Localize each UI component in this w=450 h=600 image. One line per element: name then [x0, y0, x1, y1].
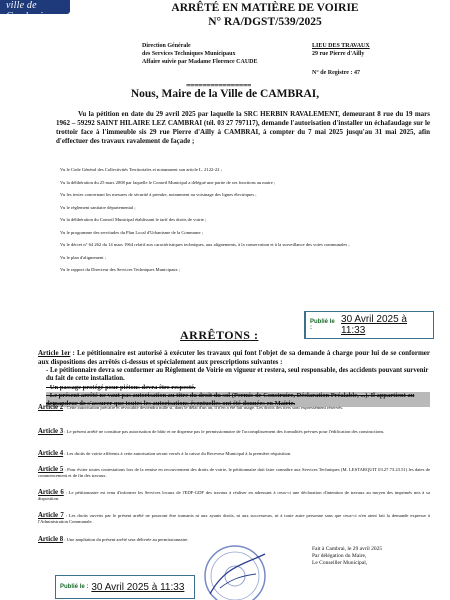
location-title: LIEU DES TRAVAUX	[312, 43, 370, 49]
article-label: Article 4	[38, 450, 64, 457]
direction-line: Direction Générale	[142, 43, 191, 49]
article-5	[38, 467, 430, 479]
signature-role: Le Conseiller Municipal,	[312, 560, 368, 566]
vu-item: Vu la délibération du Conseil Municipal établissant le tarif des droits de voirie ;	[60, 217, 207, 222]
article-6	[38, 490, 430, 502]
article-text: : Cette autorisation précaire et révocable deviendra nulle si, dans le délai d'un an, il n'en a été fait usage. Les droits des tiers sont expressément réservés.	[63, 405, 344, 410]
vu-item: Vu les textes concernant les mesures de sécurité à prendre, notamment au voisinage des lignes électriques ;	[60, 192, 257, 197]
article-3	[38, 429, 430, 435]
official-seal	[190, 536, 280, 600]
stamp-label: Publié le :	[60, 584, 89, 590]
publication-stamp-bottom	[55, 575, 195, 599]
registry-number: N° de Registre : 47	[312, 70, 360, 76]
article-label: Article 5	[38, 466, 64, 473]
article-label: Article 1er	[38, 349, 71, 357]
article-text: : Le présent arrêté ne constitue pas autorisation de bâtir et ne dispense pas le permissionnaire de l'accomplissement des formalités prévues pour l'édification des constructions.	[63, 429, 385, 434]
vu-item: Vu le rapport du Directeur des Services Techniques Municipaux ;	[60, 267, 181, 272]
document-title: ARRÊTÉ EN MATIÈRE DE VOIRIE	[171, 2, 359, 14]
article-text: : Les droits de voirie afférents à cette autorisation seront versés à la caisse du Receveur Municipal à la première réquisition.	[63, 451, 292, 456]
vu-item: Vu le Code Général des Collectivités Territoriales et notamment son article L. 2122-22 ;	[60, 167, 222, 172]
signature-block	[312, 546, 382, 567]
article-1	[38, 349, 430, 366]
article-label: Article 7	[38, 512, 64, 519]
vu-item: Vu le règlement sanitaire départemental ;	[60, 204, 136, 210]
petition-paragraph: Vu la pétition en date du 29 avril 2025 par laquelle la SRC HERBIN RAVALEMENT, demeurant 8 rue du 19 mars 1962 – 59292 SAINT HILAIRE LEZ CAMBRAI (tél. 03 27 797117), demande l'autorisation d'installer un échafaudage sur le trottoir face à l'immeuble sis 29 rue Pierre d'Ailly à CAMBRAI, à compter du 7 mai 2025 jusqu'au 31 mai 2025, afin d'effectuer des travaux ravalement de façade ;	[56, 110, 430, 145]
publication-stamp	[304, 311, 434, 339]
article-text: : Le pétitionnaire est autorisé à exécuter les travaux qui font l'objet de sa demande à charge pour lui de se conformer aux dispositions des arrêtés ci-dessus et spécialement aux prescriptions suivantes :	[38, 349, 430, 366]
article-label: Article 3	[38, 428, 64, 435]
vu-list	[60, 167, 360, 280]
signature-place-date: Fait à Cambrai, le 29 avril 2025	[312, 546, 383, 552]
article-text: : Pour éviter toutes contestations lors de la remise en recouvrement des droits de voirie, le pétitionnaire doit faire connaître aux Services Techniques (M. LESTARQUIT 03.27.73.23.51) les dates de commencement et de fin des travaux.	[38, 467, 430, 478]
arretons-heading: ARRÊTONS :	[180, 328, 259, 342]
article-1-struck-bullet: - Un passage protégé pour piétons devra être respecté.	[46, 384, 196, 391]
location-address: 29 rue Pierre d'Ailly	[312, 51, 365, 57]
article-label: Article 8	[38, 536, 64, 543]
article-label: Article 6	[38, 489, 64, 496]
article-2	[38, 405, 430, 411]
article-1-bullet: - Le pétitionnaire devra se conformer au Règlement de Voirie en vigueur et restera, seul responsable, des accidents pouvant survenir du fait de cette installation.	[46, 367, 429, 382]
direction-line: des Services Techniques Municipaux	[142, 51, 236, 57]
location-block	[312, 42, 370, 58]
stamp-date: 30 Avril 2025 à 11:33	[91, 581, 185, 593]
article-1-shaded-text: - Le présent arrêté ne vaut pas autorisation au titre du droit du sol (Permis de Construire, Déclaration Préalable, ...). Il appartient au demandeur de s'assurer que toutes les autorisations éventuelles ont été données en Mairie.	[46, 392, 415, 407]
article-7	[38, 513, 430, 525]
stamp-label: Publié le :	[310, 319, 335, 331]
vu-item: Vu le plan d'alignement ;	[60, 254, 106, 260]
vu-item: Vu la délibération du 25 mars 2008 par laquelle le Conseil Municipal a délégué une partie de ses fonctions au maire ;	[60, 179, 276, 185]
separator: ================	[186, 81, 251, 90]
stamp-date: 30 Avril 2025 à 11:33	[341, 314, 407, 336]
nous-heading: Nous, Maire de la Ville de CAMBRAI,	[130, 88, 320, 100]
vu-item: Vu le programme des servitudes du Plan Local d'Urbanisme de la Commune ;	[60, 229, 203, 235]
vu-item: Vu le décret n° 64 262 du 14 mars 1964 relatif aux caractéristiques techniques, aux alignements, à la conservation et à la surveillance des voies communales ;	[60, 242, 350, 247]
article-label: Article 2	[38, 404, 64, 411]
signature-delegation: Par délégation du Maire,	[312, 553, 367, 559]
article-4	[38, 451, 430, 457]
logo-text: ville de Cambrai	[6, 0, 43, 22]
direction-block	[142, 42, 257, 66]
article-text: : Une ampliation du présent arrêté sera délivrée au permissionnaire.	[63, 537, 189, 542]
article-text: : Le pétitionnaire est tenu d'informer les Services locaux de l'EDF-GDF des travaux à réaliser en adressant à ceux-ci une déclaration d'intention de travaux au moyen des imprimés mis à sa disposition.	[38, 490, 430, 501]
direction-contact: Affaire suivie par Madame Florence CAUDE	[142, 59, 258, 65]
document-number: N° RA/DGST/539/2025	[208, 16, 322, 28]
article-text: : Les droits ouverts par le présent arrêté ne pourront être transmis ni aux ayants droits, ni aux successeurs, ni à toute autre personne sans que ceux-ci n'en aient fait la demande expresse à l'Administration Communale.	[38, 513, 430, 524]
